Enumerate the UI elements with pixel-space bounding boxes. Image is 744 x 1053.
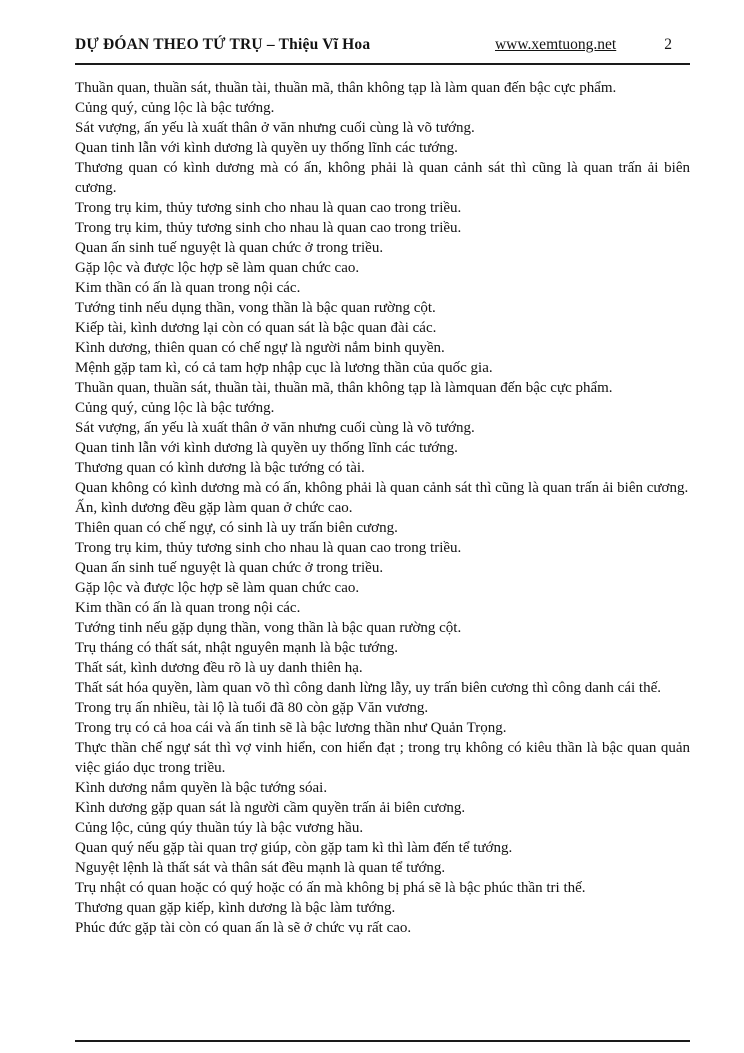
paragraph: Gặp lộc và được lộc hợp sẽ làm quan chức cao. [75,580,360,596]
paragraph: Sát vượng, ấn yếu là xuất thân ở văn nhưng cuối cùng là võ tướng. [75,120,475,136]
paragraph: Trong trụ kim, thủy tương sinh cho nhau là quan cao trong triều. [75,200,462,216]
paragraph: Củng quý, củng lộc là bậc tướng. [75,400,275,416]
paragraph: Thiên quan có chế ngự, có sinh là uy trấn biên cương. [75,520,398,536]
paragraph: Phúc đức gặp tài còn có quan ấn là sẽ ở chức vụ rất cao. [75,920,412,936]
paragraph: Quan không có kình dương mà có ấn, không phải là quan cảnh sát thì cũng là quan trấn ải biên cương. [75,480,689,496]
paragraph: Quan ấn sinh tuế nguyệt là quan chức ở trong triều. [75,240,384,256]
page-number: 2 [664,36,672,53]
footer-divider [75,1040,690,1042]
paragraph: Mệnh gặp tam kì, có cả tam hợp nhập cục là lương thần của quốc gia. [75,360,493,376]
document-title: DỰ ĐÓAN THEO TỨ TRỤ – Thiệu Vĩ Hoa [75,36,371,53]
paragraph: Gặp lộc và được lộc hợp sẽ làm quan chức cao. [75,260,360,276]
paragraph: Kình dương gặp quan sát là người cầm quyền trấn ải biên cương. [75,800,466,816]
paragraph: Nguyệt lệnh là thất sát và thân sát đều mạnh là quan tể tướng. [75,860,446,876]
paragraph: Trụ tháng có thất sát, nhật nguyên mạnh là bậc tướng. [75,640,398,656]
text-content [75,78,690,938]
paragraph: Kim thần có ấn là quan trong nội các. [75,600,301,616]
paragraph: Thuần quan, thuần sát, thuần tài, thuần mã, thân không tạp là làmquan đến bậc cực phẩm. [75,380,613,396]
paragraph: Kình dương, thiên quan có chế ngự là người nắm binh quyền. [75,340,445,356]
paragraph: Trong trụ có cả hoa cái và ấn tinh sẽ là bậc lương thần như Quản Trọng. [75,720,507,736]
paragraph: Quan quý nếu gặp tài quan trợ giúp, còn gặp tam kì thì làm đến tể tướng. [75,840,513,856]
paragraph: Thất sát hóa quyền, làm quan võ thì công danh lừng lẫy, uy trấn biên cương thì công danh cái thế. [75,680,661,696]
paragraph: Quan ấn sinh tuế nguyệt là quan chức ở trong triều. [75,560,384,576]
paragraph: Kim thần có ấn là quan trong nội các. [75,280,301,296]
paragraph: Kình dương nắm quyền là bậc tướng sóai. [75,780,328,796]
paragraph: Trong trụ kim, thủy tương sinh cho nhau là quan cao trong triều. [75,220,462,236]
paragraph: Ấn, kình dương đều gặp làm quan ở chức cao. [75,500,353,516]
paragraph: Thương quan có kình dương là bậc tướng có tài. [75,460,365,476]
paragraph: Củng quý, củng lộc là bậc tướng. [75,100,275,116]
paragraph: Tướng tinh nếu gặp dụng thần, vong thần là bậc quan rường cột. [75,620,462,636]
website-link[interactable]: www.xemtuong.net [494,36,617,53]
paragraph: Thương quan có kình dương mà có ấn, không phải là quan cảnh sát thì cũng là quan trấn ải biên cương. [75,160,690,196]
paragraph: Thất sát, kình dương đều rõ là uy danh thiên hạ. [75,660,363,676]
paragraph: Thực thần chế ngự sát thì vợ vinh hiển, con hiển đạt ; trong trụ không có kiêu thần là bậc quan quản việc giáo dục trong triều. [75,740,690,776]
paragraph: Thuần quan, thuần sát, thuần tài, thuần mã, thân không tạp là làm quan đến bậc cực phẩm. [75,80,617,96]
paragraph: Sát vượng, ấn yếu là xuất thân ở văn nhưng cuối cùng là võ tướng. [75,420,475,436]
paragraph: Trong trụ ấn nhiều, tài lộ là tuổi đã 80 còn gặp Văn vương. [75,700,429,716]
header-divider [75,63,690,65]
paragraph: Củng lộc, củng qúy thuần túy là bậc vương hầu. [75,820,364,836]
paragraph: Thương quan gặp kiếp, kình dương là bậc làm tướng. [75,900,396,916]
paragraph: Tướng tinh nếu dụng thần, vong thần là bậc quan rường cột. [75,300,436,316]
paragraph: Trong trụ kim, thủy tương sinh cho nhau là quan cao trong triều. [75,540,462,556]
paragraph: Quan tinh lẫn với kình dương là quyền uy thống lĩnh các tướng. [75,440,458,456]
page-header [75,36,690,54]
paragraph: Quan tinh lẫn với kình dương là quyền uy thống lĩnh các tướng. [75,140,458,156]
paragraph: Kiếp tài, kình dương lại còn có quan sát là bậc quan đài các. [75,320,437,336]
paragraph: Trụ nhật có quan hoặc có quý hoặc có ấn mà không bị phá sẽ là bậc phúc thần tri thế. [75,880,586,896]
